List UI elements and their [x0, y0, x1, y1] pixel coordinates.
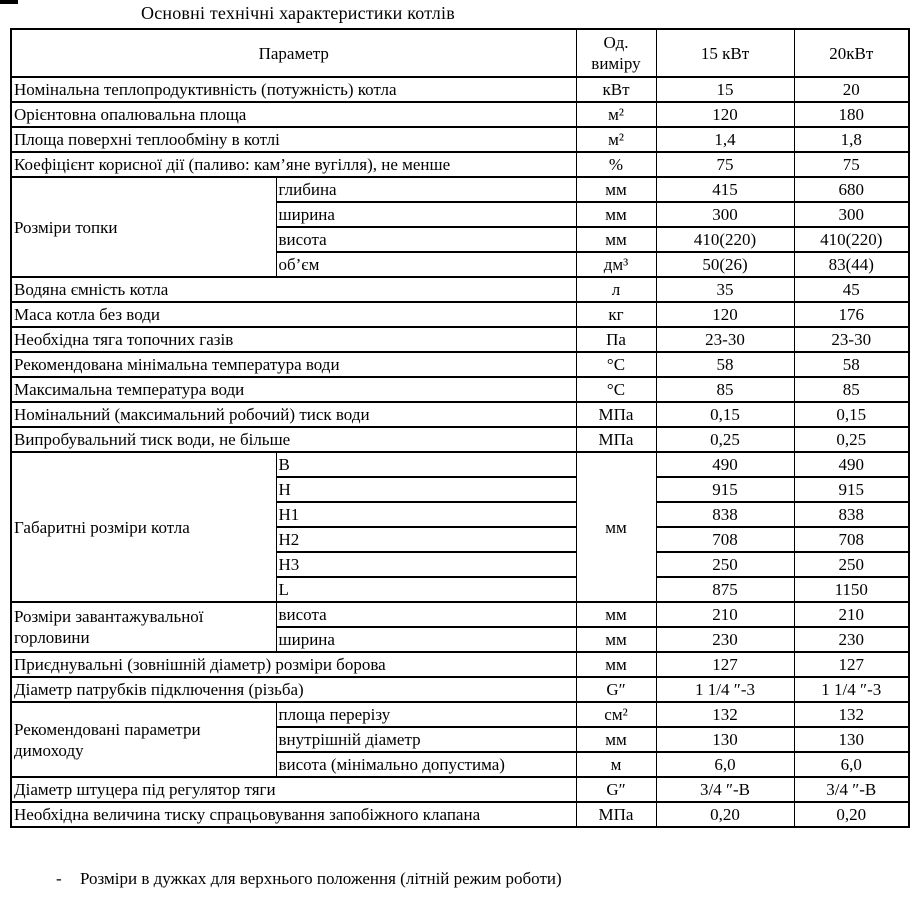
param-cell: Діаметр штуцера під регулятор тяги	[11, 777, 576, 802]
value-20kw-cell: 210	[794, 602, 909, 627]
value-20kw-cell: 410(220)	[794, 227, 909, 252]
footnote	[56, 869, 562, 889]
table-body	[11, 77, 909, 827]
sub-param-cell: глибина	[276, 177, 576, 202]
sub-param-cell: висота (мінімально допустима)	[276, 752, 576, 777]
unit-cell: мм	[576, 227, 656, 252]
value-15kw-cell: 230	[656, 627, 794, 652]
sub-param-cell: Н2	[276, 527, 576, 552]
unit-cell: дм³	[576, 252, 656, 277]
value-15kw-cell: 415	[656, 177, 794, 202]
param-cell: Рекомендована мінімальна температура води	[11, 352, 576, 377]
value-20kw-cell: 490	[794, 452, 909, 477]
group-label-cell: Габаритні розміри котла	[11, 452, 276, 602]
value-20kw-cell: 130	[794, 727, 909, 752]
value-20kw-cell: 127	[794, 652, 909, 677]
value-20kw-cell: 23-30	[794, 327, 909, 352]
param-cell: Необхідна величина тиску спрацьовування запобіжного клапана	[11, 802, 576, 827]
table-row	[11, 702, 909, 727]
unit-cell: %	[576, 152, 656, 177]
unit-cell: кг	[576, 302, 656, 327]
value-20kw-cell: 915	[794, 477, 909, 502]
value-15kw-cell: 0,20	[656, 802, 794, 827]
group-label-cell: Розміри завантажувальної горловини	[11, 602, 276, 652]
value-20kw-cell: 230	[794, 627, 909, 652]
table-row	[11, 802, 909, 827]
sub-param-cell: внутрішній діаметр	[276, 727, 576, 752]
value-15kw-cell: 875	[656, 577, 794, 602]
value-20kw-cell: 83(44)	[794, 252, 909, 277]
param-cell: Площа поверхні теплообміну в котлі	[11, 127, 576, 152]
unit-cell: м	[576, 752, 656, 777]
unit-cell: кВт	[576, 77, 656, 102]
unit-cell: мм	[576, 177, 656, 202]
table-row	[11, 152, 909, 177]
value-15kw-cell: 0,25	[656, 427, 794, 452]
group-label-cell: Розміри топки	[11, 177, 276, 277]
unit-cell: МПа	[576, 402, 656, 427]
value-15kw-cell: 300	[656, 202, 794, 227]
value-20kw-cell: 708	[794, 527, 909, 552]
param-cell: Максимальна температура води	[11, 377, 576, 402]
unit-cell: мм	[576, 727, 656, 752]
header-unit: Од. виміру	[576, 29, 656, 77]
value-20kw-cell: 0,15	[794, 402, 909, 427]
param-cell: Водяна ємність котла	[11, 277, 576, 302]
value-15kw-cell: 120	[656, 302, 794, 327]
value-15kw-cell: 85	[656, 377, 794, 402]
sub-param-cell: висота	[276, 227, 576, 252]
param-cell: Орієнтовна опалювальна площа	[11, 102, 576, 127]
value-20kw-cell: 20	[794, 77, 909, 102]
page-title: Основні технічні характеристики котлів	[141, 3, 455, 23]
table-row	[11, 602, 909, 627]
unit-cell: G″	[576, 777, 656, 802]
value-20kw-cell: 132	[794, 702, 909, 727]
unit-cell: МПа	[576, 802, 656, 827]
unit-cell: см²	[576, 702, 656, 727]
header-parameter: Параметр	[11, 29, 576, 77]
table-row	[11, 102, 909, 127]
sub-param-cell: L	[276, 577, 576, 602]
unit-cell: G″	[576, 677, 656, 702]
unit-cell: МПа	[576, 427, 656, 452]
value-15kw-cell: 490	[656, 452, 794, 477]
value-20kw-cell: 3/4 ″-В	[794, 777, 909, 802]
value-20kw-cell: 58	[794, 352, 909, 377]
value-15kw-cell: 838	[656, 502, 794, 527]
value-20kw-cell: 0,20	[794, 802, 909, 827]
sub-param-cell: Н3	[276, 552, 576, 577]
table-row	[11, 452, 909, 477]
value-15kw-cell: 132	[656, 702, 794, 727]
value-20kw-cell: 85	[794, 377, 909, 402]
table-row	[11, 352, 909, 377]
value-15kw-cell: 3/4 ″-В	[656, 777, 794, 802]
value-15kw-cell: 127	[656, 652, 794, 677]
unit-cell: м²	[576, 102, 656, 127]
value-15kw-cell: 915	[656, 477, 794, 502]
value-15kw-cell: 0,15	[656, 402, 794, 427]
header-20kw: 20кВт	[794, 29, 909, 77]
table-row	[11, 402, 909, 427]
value-20kw-cell: 250	[794, 552, 909, 577]
param-cell: Маса котла без води	[11, 302, 576, 327]
table-row	[11, 652, 909, 677]
value-15kw-cell: 708	[656, 527, 794, 552]
table-row	[11, 327, 909, 352]
value-20kw-cell: 1 1/4 ″-3	[794, 677, 909, 702]
unit-cell: °С	[576, 352, 656, 377]
param-cell: Номінальна теплопродуктивність (потужність) котла	[11, 77, 576, 102]
scan-artifact	[0, 0, 18, 4]
group-label-cell: Рекомендовані параметри димоходу	[11, 702, 276, 777]
table-row	[11, 677, 909, 702]
unit-cell: л	[576, 277, 656, 302]
footnote-bullet: -	[56, 869, 62, 888]
sub-param-cell: В	[276, 452, 576, 477]
table-row	[11, 77, 909, 102]
unit-cell: мм	[576, 602, 656, 627]
table-header	[11, 29, 909, 77]
value-15kw-cell: 1,4	[656, 127, 794, 152]
value-15kw-cell: 410(220)	[656, 227, 794, 252]
value-15kw-cell: 50(26)	[656, 252, 794, 277]
sub-param-cell: ширина	[276, 627, 576, 652]
value-20kw-cell: 75	[794, 152, 909, 177]
sub-param-cell: Н	[276, 477, 576, 502]
sub-param-cell: площа перерізу	[276, 702, 576, 727]
table-row	[11, 177, 909, 202]
value-15kw-cell: 58	[656, 352, 794, 377]
value-15kw-cell: 6,0	[656, 752, 794, 777]
value-15kw-cell: 130	[656, 727, 794, 752]
sub-param-cell: об’єм	[276, 252, 576, 277]
footnote-text: Розміри в дужках для верхнього положення (літній режим роботи)	[80, 869, 562, 888]
param-cell: Необхідна тяга топочних газів	[11, 327, 576, 352]
value-15kw-cell: 1 1/4 ″-3	[656, 677, 794, 702]
value-20kw-cell: 838	[794, 502, 909, 527]
value-15kw-cell: 120	[656, 102, 794, 127]
header-15kw: 15 кВт	[656, 29, 794, 77]
boiler-specs-table	[10, 28, 910, 828]
unit-cell: °С	[576, 377, 656, 402]
table-row	[11, 127, 909, 152]
merged-unit-cell: мм	[576, 452, 656, 602]
value-20kw-cell: 6,0	[794, 752, 909, 777]
sub-param-cell: висота	[276, 602, 576, 627]
unit-cell: Па	[576, 327, 656, 352]
unit-cell: мм	[576, 627, 656, 652]
unit-cell: мм	[576, 202, 656, 227]
value-15kw-cell: 250	[656, 552, 794, 577]
unit-cell: м²	[576, 127, 656, 152]
unit-cell: мм	[576, 652, 656, 677]
param-cell: Номінальний (максимальний робочий) тиск води	[11, 402, 576, 427]
value-15kw-cell: 210	[656, 602, 794, 627]
sub-param-cell: Н1	[276, 502, 576, 527]
value-15kw-cell: 35	[656, 277, 794, 302]
value-20kw-cell: 1,8	[794, 127, 909, 152]
value-20kw-cell: 1150	[794, 577, 909, 602]
table-row	[11, 777, 909, 802]
table-row	[11, 277, 909, 302]
value-20kw-cell: 45	[794, 277, 909, 302]
value-15kw-cell: 75	[656, 152, 794, 177]
param-cell: Випробувальний тиск води, не більше	[11, 427, 576, 452]
sub-param-cell: ширина	[276, 202, 576, 227]
table-row	[11, 377, 909, 402]
value-20kw-cell: 300	[794, 202, 909, 227]
table-row	[11, 302, 909, 327]
value-20kw-cell: 180	[794, 102, 909, 127]
value-15kw-cell: 15	[656, 77, 794, 102]
value-20kw-cell: 680	[794, 177, 909, 202]
value-15kw-cell: 23-30	[656, 327, 794, 352]
value-20kw-cell: 0,25	[794, 427, 909, 452]
table-row	[11, 427, 909, 452]
param-cell: Приєднувальні (зовнішній діаметр) розміри борова	[11, 652, 576, 677]
header-row	[11, 29, 909, 77]
param-cell: Коефіцієнт корисної дії (паливо: кам’яне вугілля), не менше	[11, 152, 576, 177]
param-cell: Діаметр патрубків підключення (різьба)	[11, 677, 576, 702]
value-20kw-cell: 176	[794, 302, 909, 327]
